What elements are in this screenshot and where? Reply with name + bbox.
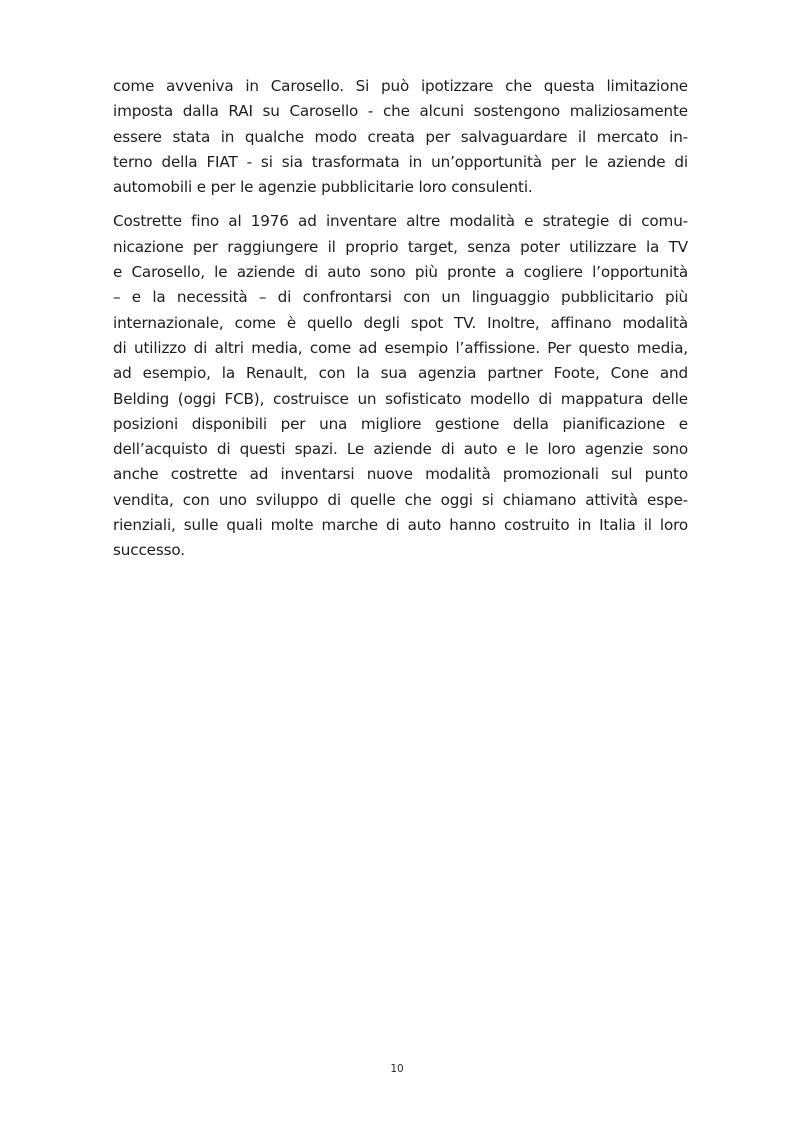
text-line: Costrette fino al 1976 ad inventare altre modalità e strategie di comu- xyxy=(113,212,688,231)
text-line: come avveniva in Carosello. Si può ipotizzare che questa limitazione xyxy=(113,77,688,95)
text-line: imposta dalla RAI su Carosello - che alcuni sostengono maliziosamente xyxy=(113,102,688,121)
text-line: rienziali, sulle quali molte marche di auto hanno costruito in Italia il loro xyxy=(113,516,688,535)
text-line: Belding (oggi FCB), costruisce un sofisticato modello di mappatura delle xyxy=(113,389,688,408)
text-line: vendita, con uno sviluppo di quelle che oggi si chiamano attività espe- xyxy=(113,490,688,509)
text-line: posizioni disponibili per una migliore gestione della pianificazione e xyxy=(113,414,688,433)
paragraph-1 xyxy=(113,74,688,200)
text-line: terno della FIAT - si sia trasformata in un’opportunità per le aziende di xyxy=(113,152,688,171)
text-line: internazionale, come è quello degli spot TV. Inoltre, affinano modalità xyxy=(113,313,688,332)
text-line: successo. xyxy=(113,541,185,560)
text-line: essere stata in qualche modo creata per salvaguardare il mercato in- xyxy=(113,127,688,146)
text-line: anche costrette ad inventarsi nuove modalità promozionali sul punto xyxy=(113,465,688,484)
text-line: dell’acquisto di questi spazi. Le aziende di auto e le loro agenzie sono xyxy=(113,440,688,459)
paragraph-2 xyxy=(113,209,688,563)
body-text xyxy=(113,74,688,564)
text-line: nicazione per raggiungere il proprio target, senza poter utilizzare la TV xyxy=(113,237,688,256)
text-line: ad esempio, la Renault, con la sua agenzia partner Foote, Cone and xyxy=(113,364,688,383)
text-line: di utilizzo di altri media, come ad esempio l’affissione. Per questo media, xyxy=(113,338,688,357)
text-line: automobili e per le agenzie pubblicitarie loro consulenti. xyxy=(113,178,533,197)
text-line: e Carosello, le aziende di auto sono più pronte a cogliere l’opportunità xyxy=(113,263,688,282)
page-number: 10 xyxy=(390,1063,404,1075)
text-line: – e la necessità – di confrontarsi con un linguaggio pubblicitario più xyxy=(113,288,688,307)
